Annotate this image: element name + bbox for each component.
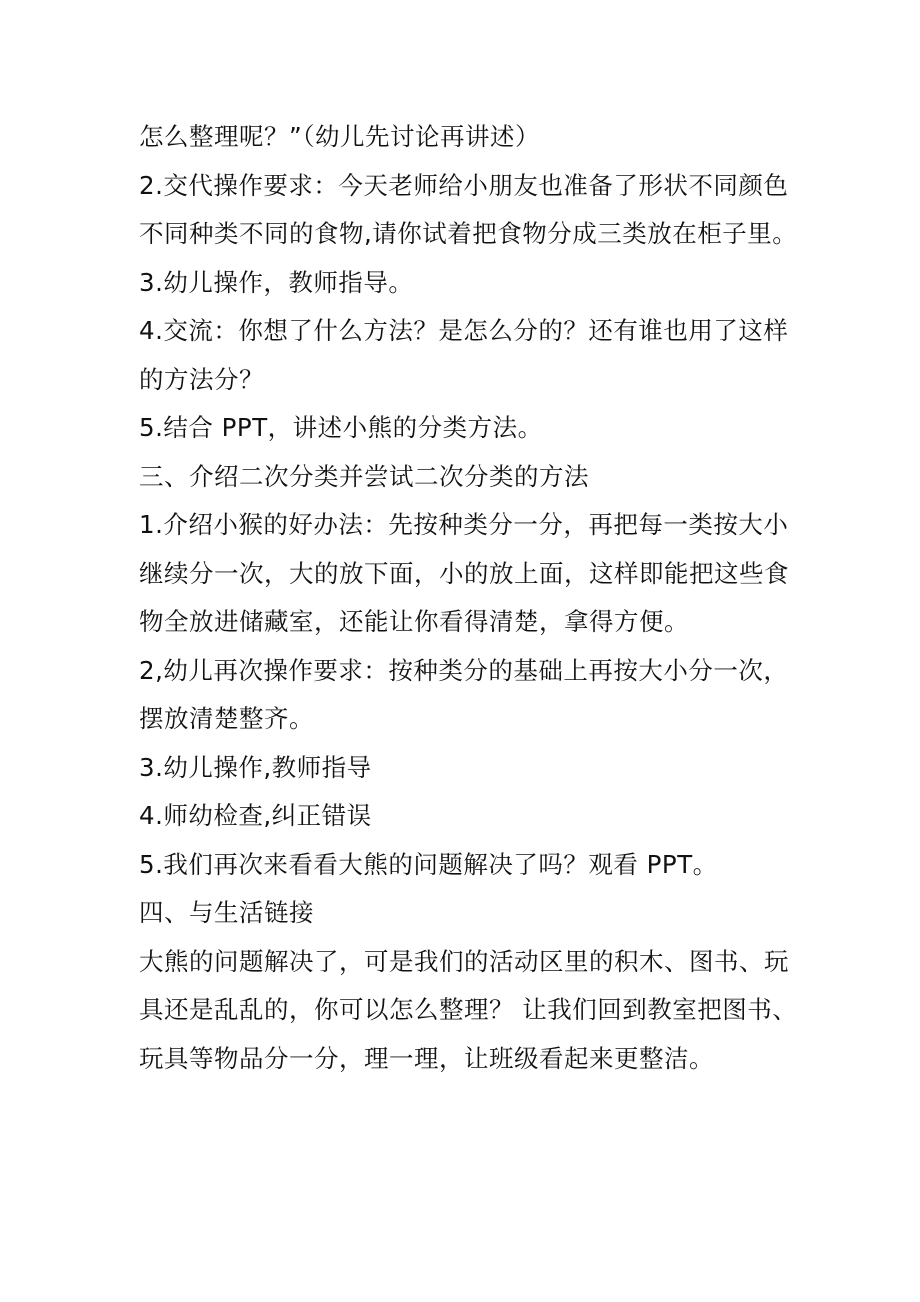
text-line: 物全放进储藏室，还能让你看得清楚，拿得方便。 (139, 607, 689, 636)
text-line: 的方法分？ (139, 364, 264, 394)
text-line: 5.我们再次来看看大熊的问题解决了吗？观看 PPT。 (139, 849, 718, 879)
text-line: 3.幼儿操作，教师指导。 (139, 267, 414, 297)
section-heading: 三、介绍二次分类并尝试二次分类的方法 (139, 461, 589, 491)
text-line: 具还是乱乱的，你可以怎么整理？ 让我们回到教室把图书、 (139, 995, 798, 1024)
text-line: 继续分一次，大的放下面，小的放上面，这样即能把这些食 (139, 558, 789, 588)
text-line: 玩具等物品分一分，理一理，让班级看起来更整洁。 (139, 1043, 714, 1073)
document-body (139, 113, 798, 1083)
text-line: 1.介绍小猴的好办法：先按种类分一分，再把每一类按大小 (139, 510, 789, 539)
text-line: 怎么整理呢？”（幼儿先讨论再讲述） (139, 122, 540, 151)
text-line: 摆放清楚整齐。 (139, 704, 314, 733)
section-heading: 四、与生活链接 (139, 898, 314, 927)
text-line: 4.交流：你想了什么方法？是怎么分的？还有谁也用了这样 (139, 316, 789, 345)
text-line: 大熊的问题解决了，可是我们的活动区里的积木、图书、玩 (139, 946, 789, 976)
text-line: 2.交代操作要求：今天老师给小朋友也准备了形状不同颜色 (139, 170, 789, 200)
text-line: 不同种类不同的食物,请你试着把食物分成三类放在柜子里。 (139, 219, 798, 248)
text-line: 4.师幼检查,纠正错误 (139, 801, 372, 830)
text-line: 2,幼儿再次操作要求：按种类分的基础上再按大小分一次， (139, 655, 789, 685)
text-line: 5.结合 PPT，讲述小熊的分类方法。 (139, 413, 543, 442)
text-line: 3.幼儿操作,教师指导 (139, 752, 372, 782)
